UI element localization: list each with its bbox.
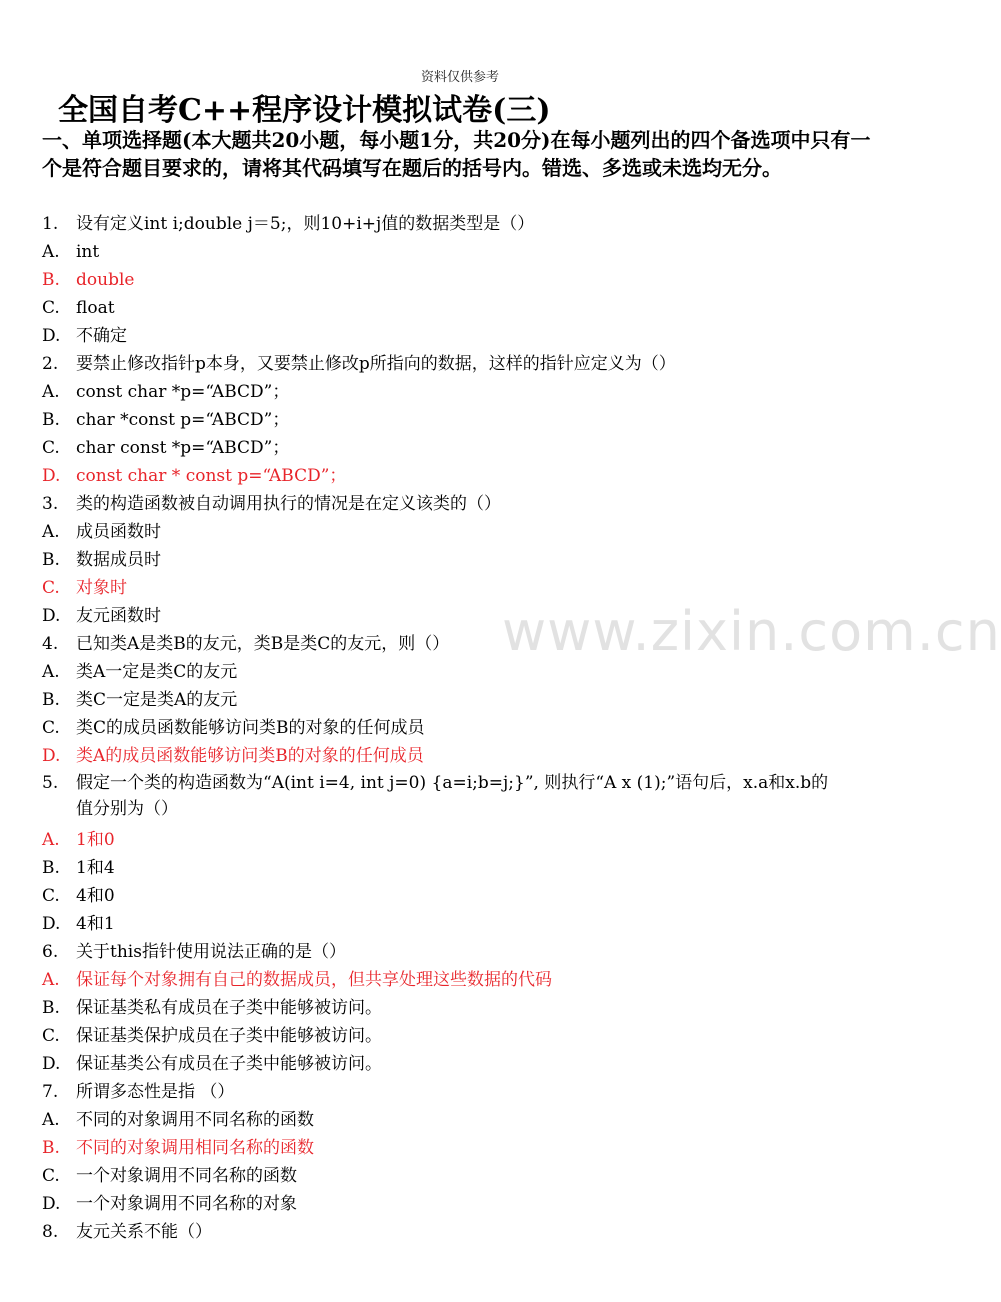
question-text: 假定一个类的构造函数为“A(int i=4, int j=0) {a=i;b=j;}”, 则执行“A x (1);”语句后，x.a和x.b的值分别为（） bbox=[76, 773, 829, 819]
option-line bbox=[42, 378, 842, 406]
option-line bbox=[42, 574, 842, 602]
option-letter: A. bbox=[42, 970, 60, 990]
option-text: const char * const p=“ABCD”； bbox=[76, 466, 347, 486]
question-line bbox=[42, 770, 842, 826]
question-line bbox=[42, 490, 842, 518]
option-letter: D. bbox=[42, 606, 61, 626]
option-text: 对象时 bbox=[76, 578, 127, 598]
section-intro: 一、单项选择题(本大题共20小题，每小题1分，共20分)在每小题列出的四个备选项中只有一个是符合题目要求的，请将其代码填写在题后的括号内。错选、多选或未选均无分。 bbox=[42, 128, 871, 180]
option-text: const char *p=“ABCD”； bbox=[76, 382, 290, 402]
option-letter: B. bbox=[42, 858, 60, 878]
option-text: 1和0 bbox=[76, 830, 115, 850]
header-note: 资料仅供参考 bbox=[420, 70, 499, 85]
option-line bbox=[42, 910, 842, 938]
option-text: int bbox=[76, 242, 100, 262]
option-line bbox=[42, 1106, 842, 1134]
option-line bbox=[42, 1162, 842, 1190]
option-text: float bbox=[76, 298, 115, 318]
option-line bbox=[42, 238, 842, 266]
question-number: 1. bbox=[42, 214, 59, 234]
question-list bbox=[42, 210, 842, 1246]
option-line bbox=[42, 1190, 842, 1218]
option-letter: A. bbox=[42, 382, 60, 402]
option-letter: C. bbox=[42, 886, 60, 906]
option-line bbox=[42, 966, 842, 994]
option-letter: D. bbox=[42, 1194, 61, 1214]
option-letter: A. bbox=[42, 242, 60, 262]
option-letter: C. bbox=[42, 578, 60, 598]
option-line bbox=[42, 266, 842, 294]
option-letter: D. bbox=[42, 326, 61, 346]
option-line bbox=[42, 826, 842, 854]
option-letter: B. bbox=[42, 410, 60, 430]
option-line bbox=[42, 322, 842, 350]
watermark: www.zixin.com.cn bbox=[502, 600, 1001, 663]
option-text: 4和0 bbox=[76, 886, 115, 906]
option-line bbox=[42, 294, 842, 322]
option-line bbox=[42, 518, 842, 546]
question-line bbox=[42, 350, 842, 378]
option-line bbox=[42, 882, 842, 910]
option-letter: C. bbox=[42, 1026, 60, 1046]
question-line bbox=[42, 1078, 842, 1106]
option-text: 一个对象调用不同名称的对象 bbox=[76, 1194, 297, 1214]
option-letter: A. bbox=[42, 830, 60, 850]
question-text: 已知类A是类B的友元，类B是类C的友元，则（） bbox=[76, 634, 450, 654]
question-text: 类的构造函数被自动调用执行的情况是在定义该类的（） bbox=[76, 494, 501, 514]
question-text: 关于this指针使用说法正确的是（） bbox=[76, 942, 346, 962]
option-text: 成员函数时 bbox=[76, 522, 161, 542]
option-letter: C. bbox=[42, 298, 60, 318]
option-letter: D. bbox=[42, 746, 61, 766]
question-text: 要禁止修改指针p本身，又要禁止修改p所指向的数据，这样的指针应定义为（） bbox=[76, 354, 676, 374]
question-block-5-8 bbox=[42, 826, 842, 1246]
option-line bbox=[42, 462, 842, 490]
option-text: 不同的对象调用相同名称的函数 bbox=[76, 1138, 314, 1158]
option-text: 4和1 bbox=[76, 914, 115, 934]
question-number: 8. bbox=[42, 1222, 59, 1242]
question-line bbox=[42, 1218, 842, 1246]
question-text: 所谓多态性是指 （） bbox=[76, 1082, 235, 1102]
option-line bbox=[42, 434, 842, 462]
option-letter: B. bbox=[42, 998, 60, 1018]
option-letter: C. bbox=[42, 718, 60, 738]
question-line bbox=[42, 210, 842, 238]
question-number: 6. bbox=[42, 942, 59, 962]
option-text: 类A一定是类C的友元 bbox=[76, 662, 238, 682]
question-line bbox=[42, 938, 842, 966]
option-text: 数据成员时 bbox=[76, 550, 161, 570]
option-letter: D. bbox=[42, 914, 61, 934]
option-letter: B. bbox=[42, 690, 60, 710]
question-number: 4. bbox=[42, 634, 59, 654]
option-text: char *const p=“ABCD”； bbox=[76, 410, 290, 430]
option-text: 保证每个对象拥有自己的数据成员，但共享处理这些数据的代码 bbox=[76, 970, 552, 990]
option-letter: D. bbox=[42, 466, 61, 486]
option-letter: B. bbox=[42, 270, 60, 290]
option-line bbox=[42, 686, 842, 714]
option-text: 保证基类保护成员在子类中能够被访问。 bbox=[76, 1026, 382, 1046]
option-letter: D. bbox=[42, 1054, 61, 1074]
option-line bbox=[42, 406, 842, 434]
option-line bbox=[42, 854, 842, 882]
option-line bbox=[42, 1050, 842, 1078]
option-text: 不确定 bbox=[76, 326, 127, 346]
question-number: 7. bbox=[42, 1082, 59, 1102]
question-text: 设有定义int i;double j＝5;，则10+i+j值的数据类型是（） bbox=[76, 214, 535, 234]
option-line bbox=[42, 714, 842, 742]
option-text: char const *p=“ABCD”； bbox=[76, 438, 290, 458]
option-text: 1和4 bbox=[76, 858, 115, 878]
option-letter: C. bbox=[42, 1166, 60, 1186]
option-text: 保证基类公有成员在子类中能够被访问。 bbox=[76, 1054, 382, 1074]
option-line bbox=[42, 1134, 842, 1162]
option-text: 一个对象调用不同名称的函数 bbox=[76, 1166, 297, 1186]
question-number: 3. bbox=[42, 494, 59, 514]
option-line bbox=[42, 994, 842, 1022]
option-letter: B. bbox=[42, 1138, 60, 1158]
option-text: 友元函数时 bbox=[76, 606, 161, 626]
option-text: 保证基类私有成员在子类中能够被访问。 bbox=[76, 998, 382, 1018]
page-title: 全国自考C++程序设计模拟试卷(三) bbox=[58, 93, 551, 128]
option-letter: A. bbox=[42, 1110, 60, 1130]
option-line bbox=[42, 1022, 842, 1050]
option-text: 类C的成员函数能够访问类B的对象的任何成员 bbox=[76, 718, 425, 738]
option-text: 不同的对象调用不同名称的函数 bbox=[76, 1110, 314, 1130]
option-line bbox=[42, 546, 842, 574]
option-text: double bbox=[76, 270, 135, 290]
option-letter: A. bbox=[42, 662, 60, 682]
option-letter: C. bbox=[42, 438, 60, 458]
question-block-1-4 bbox=[42, 210, 842, 770]
option-text: 类C一定是类A的友元 bbox=[76, 690, 238, 710]
question-number: 5. bbox=[42, 773, 59, 793]
option-text: 类A的成员函数能够访问类B的对象的任何成员 bbox=[76, 746, 424, 766]
question-number: 2. bbox=[42, 354, 59, 374]
option-letter: A. bbox=[42, 522, 60, 542]
option-letter: B. bbox=[42, 550, 60, 570]
question-text: 友元关系不能（） bbox=[76, 1222, 212, 1242]
option-line bbox=[42, 742, 842, 770]
